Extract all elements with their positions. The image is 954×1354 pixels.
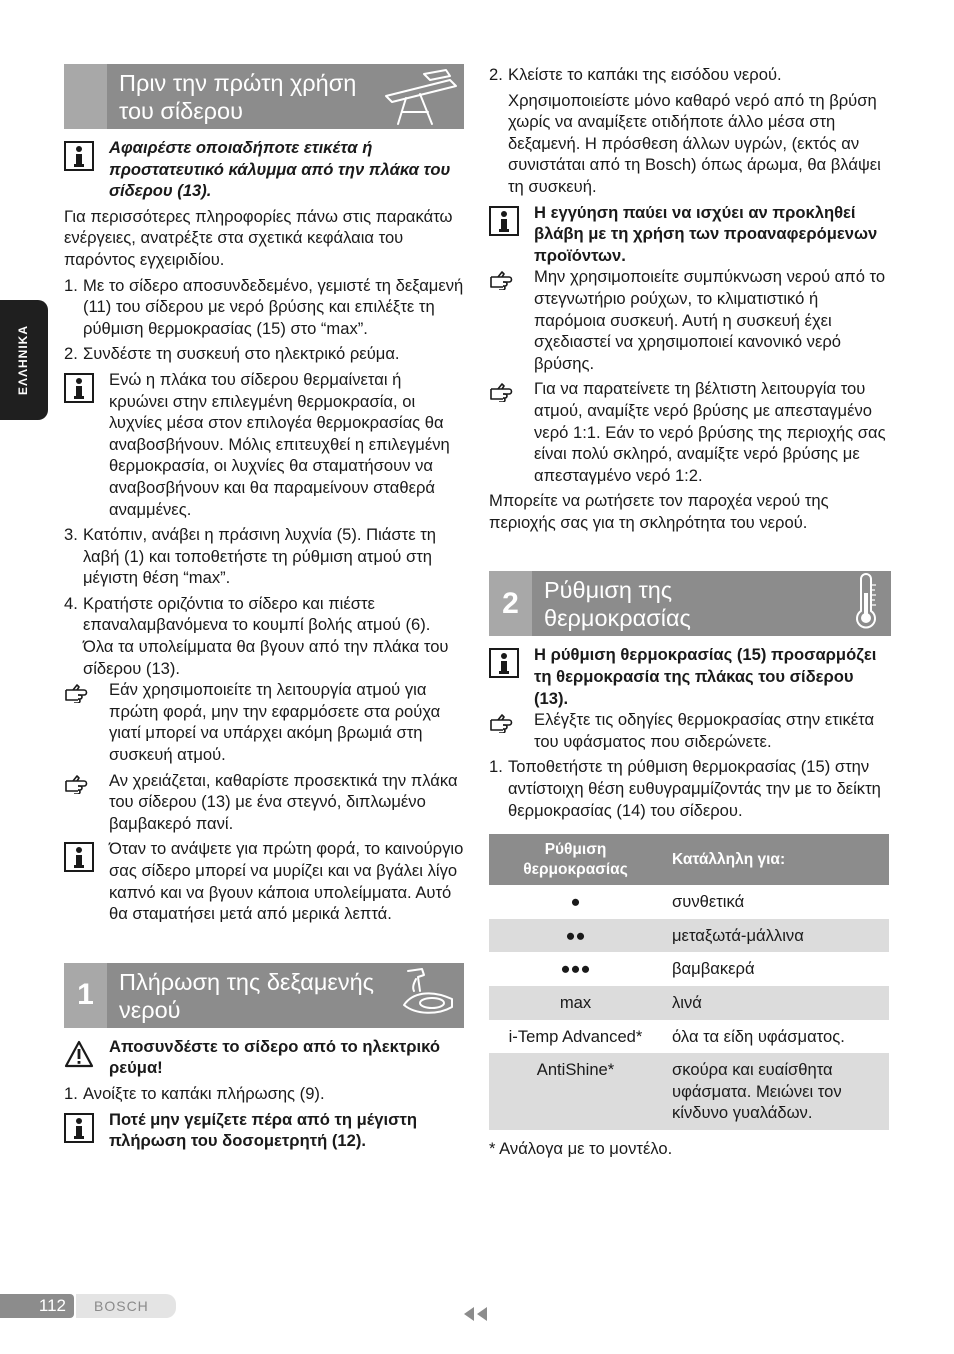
step-item xyxy=(64,275,464,340)
language-tab-label: ΕΛΛΗΝΙΚΑ xyxy=(16,324,31,396)
step-text: Κατόπιν, ανάβει η πράσινη λυχνία (5). Πιάστε τη λαβή (1) και τοποθετήστε τη ρύθμιση ατμού στη μέγιστη θέση “max”. xyxy=(83,525,436,588)
warning-text: Αποσυνδέστε το σίδερο από το ηλεκτρικό ρεύμα! xyxy=(109,1036,440,1078)
note-text: Ενώ η πλάκα του σίδερου θερμαίνεται ή κρυώνει στην επιλεγμένη θερμοκρασία, οι λυχνίες μέσα στον επιλογέα θερμοκρασίας θα αναβοσβήνουν. Μόλις επιτευχθεί η επιλεγμένη θερμοκρασία, οι λυχνίες θα σταματήσουν να αναβοσβήνουν και θα παραμείνουν σταθερά αναμμένες. xyxy=(109,369,450,519)
table-cell-fabric: λινά xyxy=(662,986,889,1020)
table-cell-fabric: όλα τα είδη υφάσματος. xyxy=(662,1020,889,1054)
tip-text: Ελέγξτε τις οδηγίες θερμοκρασίας στην ετικέτα του υφάσματος που σιδερώνετε. xyxy=(534,710,875,751)
table-cell-setting: ●●● xyxy=(489,952,662,986)
info-note xyxy=(64,369,464,520)
info-icon xyxy=(64,373,94,409)
table-row xyxy=(489,885,889,919)
table-row xyxy=(489,1053,889,1130)
section-title: Πλήρωση της δεξαμενής νερού xyxy=(119,968,375,1023)
intro-text: Για περισσότερες πληροφορίες πάνω στις παρακάτω ενέργειες, ανατρέξτε στα σχετικά κεφάλαια του παρόντος εγχειριδίου. xyxy=(64,206,453,269)
info-icon xyxy=(64,842,94,878)
info-note xyxy=(489,202,891,267)
pointing-hand-icon xyxy=(489,713,523,739)
section-title: Ρύθμιση της θερμοκρασίας xyxy=(544,577,691,632)
step-number: 2. xyxy=(489,65,503,84)
table-header-row xyxy=(489,834,889,885)
hardness-text: Μπορείτε να ρωτήσετε τον παροχέα νερού της περιοχής σας για τη σκληρότητα του νερού. xyxy=(489,491,829,532)
info-note xyxy=(489,644,891,709)
step-text: Κρατήστε οριζόντια το σίδερο και πιέστε επαναλαμβανόμενα το κουμπί βολής ατμού (6). Όλα τα υπολείμματα θα βγουν από την πλάκα του σίδερου (13). xyxy=(83,593,449,678)
tip-text: Για να παρατείνετε τη βέλτιστη λειτουργία του ατμού, αναμίξτε νερό βρύσης με απεσταγμένο νερό 1:1. Εάν το νερό βρύσης της περιοχής σας είναι πολύ σκληρό, αναμίξτε νερό βρύσης με απεσταγμένο νερό 1:2. xyxy=(534,379,886,485)
section-header-bar xyxy=(64,64,107,129)
step-text: Με το σίδερο αποσυνδεδεμένο, γεμιστέ τη δεξαμενή (11) του σίδερου με νερό βρύσης και επιλέξτε τη ρύθμιση θερμοκρασίας (15) στο “max”. xyxy=(83,275,464,338)
info-note xyxy=(64,1109,464,1152)
note-text: Η εγγύηση παύει να ισχύει αν προκληθεί βλάβη με τη χρήση των προαναφερόμενων προϊόντων. xyxy=(534,202,878,265)
tip-text: Εάν χρησιμοποιείτε τη λειτουργία ατμού για πρώτη φορά, μην την εφαρμόσετε στα ρούχα γιατί μπορεί να υπάρχει ακόμη βρωμιά στη συσκευή ατμού. xyxy=(109,680,441,765)
language-tab xyxy=(0,300,48,420)
note-text: Ποτέ μην γεμίζετε πέρα από τη μέγιστη πλήρωση του δοσομετρητή (12). xyxy=(109,1109,418,1151)
step-text: Ανοίξτε το καπάκι πλήρωσης (9). xyxy=(83,1083,325,1103)
water-info-text: Χρησιμοποιείστε μόνο καθαρό νερό από τη βρύση χωρίς να αναμίξετε οτιδήποτε άλλο μέσα στη δεξαμενή. Η πρόσθεση άλλων υγρών, (εκτός αν συνιστάται από τη Bosch) όπως άρωμα, θα βλάψει τη συσκευή. xyxy=(508,90,881,196)
section-number: 2 xyxy=(489,571,532,636)
pointing-hand-icon xyxy=(489,382,523,408)
tip-text: Μην χρησιμοποιείτε συμπύκνωση νερού από το στεγνωτήριο ρούχων, το κλιματιστικό ή παρόμοια συσκευή. Αυτή η συσκευή έχει σχεδιαστεί να χρησιμοποιεί κανονικό νερό βρύσης. xyxy=(534,267,886,373)
table-cell-setting: AntiShine* xyxy=(489,1053,662,1130)
pointing-hand-icon xyxy=(489,270,523,296)
left-column xyxy=(64,64,464,1152)
step-item xyxy=(64,343,464,365)
section-number: 1 xyxy=(64,963,107,1028)
section-title: Πριν την πρώτη χρήση του σίδερου xyxy=(119,70,357,124)
thermometer-icon xyxy=(845,573,885,639)
tip-note xyxy=(64,679,464,765)
info-icon xyxy=(64,141,94,177)
info-icon xyxy=(489,206,519,242)
warning-note xyxy=(64,1036,464,1079)
step-item xyxy=(64,524,464,589)
temperature-table xyxy=(489,834,889,1130)
tip-text: Αν χρειάζεται, καθαρίστε προσεκτικά την πλάκα του σίδερου (13) με ένα στεγνό, διπλωμένο βαμβακερό πανί. xyxy=(109,770,458,833)
page-number: 112 xyxy=(0,1294,74,1318)
step-number: 1. xyxy=(64,1083,78,1103)
step-item xyxy=(489,756,891,821)
section-header-temperature xyxy=(489,571,891,636)
iron-fill-icon xyxy=(398,965,458,1031)
tip-note xyxy=(489,709,891,752)
warning-icon xyxy=(64,1040,94,1074)
step-text: Κλείστε το καπάκι της εισόδου νερού. xyxy=(508,65,782,84)
step-item xyxy=(64,593,464,679)
right-column xyxy=(489,64,891,1160)
table-cell-setting: i-Temp Advanced* xyxy=(489,1020,662,1054)
table-row xyxy=(489,952,889,986)
step-number: 1. xyxy=(64,275,78,295)
table-header-setting: Ρύθμιση θερμοκρασίας xyxy=(489,834,662,885)
step-number: 2. xyxy=(64,344,78,364)
table-cell-setting: ●● xyxy=(489,919,662,953)
step-text: Συνδέστε τη συσκευή στο ηλεκτρικό ρεύμα. xyxy=(83,344,400,364)
table-cell-setting: ● xyxy=(489,885,662,919)
note-text: Η ρύθμιση θερμοκρασίας (15) προσαρμόζει τη θερμοκρασία της πλάκας του σίδερου (13). xyxy=(534,645,877,708)
table-cell-fabric: μεταξωτά-μάλλινα xyxy=(662,919,889,953)
table-row xyxy=(489,919,889,953)
tip-note xyxy=(489,378,891,486)
note-text: Αφαιρέστε οποιαδήποτε ετικέτα ή προστατευτικό κάλυμμα από την πλάκα του σίδερου (13). xyxy=(109,138,451,201)
table-header-suitable: Κατάλληλη για: xyxy=(662,834,889,885)
tip-note xyxy=(64,770,464,835)
table-cell-fabric: σκούρα και ευαίσθητα υφάσματα. Μειώνει τον κίνδυνο γυαλάδων. xyxy=(662,1053,889,1130)
table-row xyxy=(489,1020,889,1054)
info-note xyxy=(64,838,464,924)
info-icon xyxy=(64,1113,94,1149)
section-header-fill-tank xyxy=(64,963,464,1028)
step-number: 3. xyxy=(64,525,78,545)
pointing-hand-icon xyxy=(64,774,98,800)
table-cell-fabric: συνθετικά xyxy=(662,885,889,919)
ironing-board-icon xyxy=(380,66,458,134)
footnote: * Ανάλογα με το μοντέλο. xyxy=(489,1138,673,1158)
table-row xyxy=(489,986,889,1020)
step-item xyxy=(64,1083,464,1105)
info-note xyxy=(64,137,464,202)
step-number: 1. xyxy=(489,757,503,777)
note-text: Όταν το ανάψετε για πρώτη φορά, το καινούργιο σας σίδερο μπορεί να μυρίζει και να βγάλει λίγο καπνό και να βγουν κάποια υπολείμματα. Αυτό θα σταματήσει μετά από μερικά λεπτά. xyxy=(109,839,464,924)
info-icon xyxy=(489,648,519,684)
step-number: 4. xyxy=(64,593,78,613)
section-header-first-use xyxy=(64,64,464,129)
step-text: Τοποθετήστε τη ρύθμιση θερμοκρασίας (15) στην αντίστοιχη θέση ευθυγραμμίζοντάς την με το δείκτη θερμοκρασίας (14) του σίδερου. xyxy=(508,757,881,820)
table-cell-fabric: βαμβακερά xyxy=(662,952,889,986)
brand-label: BOSCH xyxy=(76,1294,176,1318)
page-footer xyxy=(0,1294,176,1318)
step-item xyxy=(489,64,891,86)
tip-note xyxy=(489,266,891,374)
pointing-hand-icon xyxy=(64,683,98,709)
table-cell-setting: max xyxy=(489,986,662,1020)
rewind-arrows-icon xyxy=(462,1306,490,1328)
